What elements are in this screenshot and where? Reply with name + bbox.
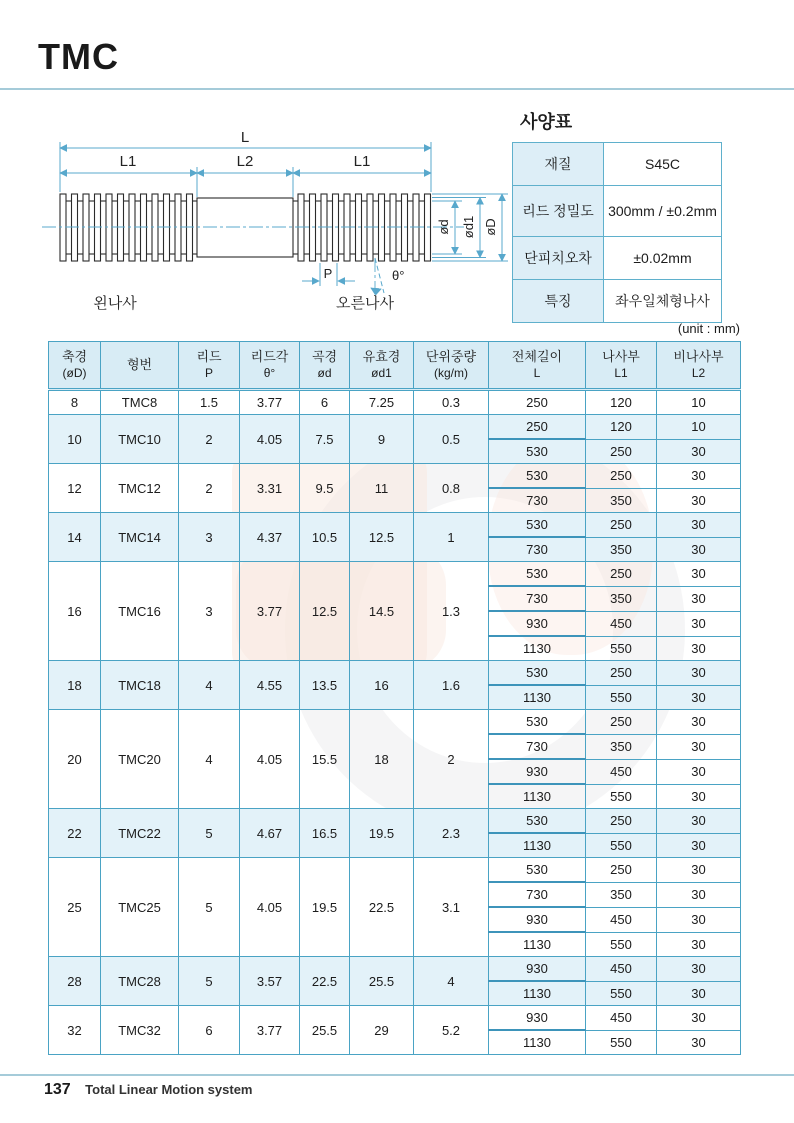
- cell-plain-length: 30: [657, 513, 741, 538]
- cell-shaft-diameter: 22: [49, 809, 101, 858]
- cell-unit-weight: 0.5: [414, 415, 489, 464]
- cell-total-length: 1130: [489, 981, 586, 1006]
- cell-plain-length: 30: [657, 882, 741, 907]
- col-header-total-length: 전체길이 L: [489, 342, 586, 390]
- table-row: [49, 562, 741, 587]
- spec-label-pitch-error: 단피치오차: [513, 237, 604, 280]
- cell-unit-weight: 1.6: [414, 661, 489, 710]
- cell-total-length: 530: [489, 858, 586, 883]
- cell-shaft-diameter: 16: [49, 562, 101, 661]
- cell-thread-length: 550: [586, 1030, 657, 1055]
- cell-lead-angle: 3.31: [240, 464, 300, 513]
- table-header-row: [49, 342, 741, 390]
- cell-lead: 3: [179, 513, 240, 562]
- cell-thread-length: 550: [586, 636, 657, 661]
- table-row: [49, 464, 741, 489]
- cell-thread-length: 120: [586, 415, 657, 440]
- cell-lead: 4: [179, 661, 240, 710]
- cell-root-diameter: 9.5: [300, 464, 350, 513]
- cell-total-length: 530: [489, 464, 586, 489]
- cell-total-length: 930: [489, 611, 586, 636]
- cell-plain-length: 30: [657, 858, 741, 883]
- cell-plain-length: 30: [657, 636, 741, 661]
- table-row: [49, 390, 741, 415]
- cell-shaft-diameter: 12: [49, 464, 101, 513]
- cell-root-diameter: 7.5: [300, 415, 350, 464]
- col-header-shaft-diameter: 축경 (øD): [49, 342, 101, 390]
- spec-value-feature: 좌우일체형나사: [604, 280, 722, 323]
- spec-label-material: 재질: [513, 143, 604, 186]
- cell-total-length: 250: [489, 390, 586, 415]
- cell-plain-length: 30: [657, 833, 741, 858]
- cell-root-diameter: 13.5: [300, 661, 350, 710]
- spec-table-title: 사양표: [520, 112, 573, 132]
- cell-shaft-diameter: 32: [49, 1006, 101, 1055]
- cell-total-length: 730: [489, 734, 586, 759]
- cell-unit-weight: 1.3: [414, 562, 489, 661]
- cell-shaft-diameter: 28: [49, 957, 101, 1006]
- cell-lead: 5: [179, 858, 240, 957]
- cell-model: TMC8: [101, 390, 179, 415]
- cell-thread-length: 550: [586, 784, 657, 809]
- cell-lead-angle: 3.77: [240, 1006, 300, 1055]
- cell-effective-diameter: 12.5: [350, 513, 414, 562]
- cell-plain-length: 30: [657, 809, 741, 834]
- page-title: TMC: [38, 36, 119, 77]
- cell-lead: 2: [179, 464, 240, 513]
- cell-shaft-diameter: 8: [49, 390, 101, 415]
- cell-plain-length: 30: [657, 562, 741, 587]
- cell-shaft-diameter: 18: [49, 661, 101, 710]
- cell-total-length: 730: [489, 882, 586, 907]
- cell-model: TMC25: [101, 858, 179, 957]
- cell-thread-length: 250: [586, 513, 657, 538]
- cell-unit-weight: 5.2: [414, 1006, 489, 1055]
- spec-value-pitch-error: ±0.02mm: [604, 237, 722, 280]
- cell-plain-length: 30: [657, 439, 741, 464]
- cell-plain-length: 30: [657, 981, 741, 1006]
- col-header-unit-weight: 단위중량 (kg/m): [414, 342, 489, 390]
- cell-plain-length: 30: [657, 957, 741, 982]
- cell-total-length: 530: [489, 562, 586, 587]
- page-footer: [44, 1081, 253, 1099]
- dia-label-d: ød: [436, 219, 451, 235]
- dim-label-L: L: [240, 129, 250, 146]
- cell-plain-length: 30: [657, 537, 741, 562]
- col-header-model: 형번: [101, 342, 179, 390]
- pitch-label: P: [323, 266, 333, 281]
- cell-total-length: 530: [489, 710, 586, 735]
- cell-thread-length: 250: [586, 562, 657, 587]
- cell-effective-diameter: 11: [350, 464, 414, 513]
- cell-thread-length: 450: [586, 759, 657, 784]
- cell-thread-length: 550: [586, 685, 657, 710]
- dia-label-d1: ød1: [461, 215, 476, 239]
- cell-thread-length: 550: [586, 932, 657, 957]
- cell-lead: 5: [179, 957, 240, 1006]
- cell-total-length: 530: [489, 439, 586, 464]
- cell-plain-length: 30: [657, 586, 741, 611]
- cell-shaft-diameter: 10: [49, 415, 101, 464]
- cell-plain-length: 30: [657, 464, 741, 489]
- cell-total-length: 930: [489, 759, 586, 784]
- cell-lead: 4: [179, 710, 240, 809]
- cell-lead: 1.5: [179, 390, 240, 415]
- cell-model: TMC10: [101, 415, 179, 464]
- cell-shaft-diameter: 14: [49, 513, 101, 562]
- cell-thread-length: 250: [586, 439, 657, 464]
- cell-total-length: 730: [489, 586, 586, 611]
- cell-thread-length: 450: [586, 1006, 657, 1031]
- cell-thread-length: 350: [586, 488, 657, 513]
- cell-root-diameter: 15.5: [300, 710, 350, 809]
- table-row: [49, 1006, 741, 1031]
- footer-text: Total Linear Motion system: [85, 1082, 253, 1097]
- table-row: [49, 957, 741, 982]
- cell-lead-angle: 4.05: [240, 415, 300, 464]
- cell-root-diameter: 16.5: [300, 809, 350, 858]
- table-row: [49, 710, 741, 735]
- cell-thread-length: 250: [586, 661, 657, 686]
- cell-lead: 3: [179, 562, 240, 661]
- col-header-plain-length: 비나사부 L2: [657, 342, 741, 390]
- cell-thread-length: 450: [586, 611, 657, 636]
- col-header-root-diameter: 곡경 ød: [300, 342, 350, 390]
- plain-shank: [197, 198, 293, 257]
- cell-model: TMC16: [101, 562, 179, 661]
- dim-label-L2: L2: [236, 153, 254, 170]
- cell-total-length: 1130: [489, 932, 586, 957]
- dimension-table: [48, 341, 740, 1055]
- cell-thread-length: 350: [586, 882, 657, 907]
- col-header-thread-length: 나사부 L1: [586, 342, 657, 390]
- page-number: 137: [44, 1081, 71, 1098]
- cell-total-length: 930: [489, 1006, 586, 1031]
- cell-effective-diameter: 14.5: [350, 562, 414, 661]
- cell-plain-length: 30: [657, 907, 741, 932]
- cell-total-length: 730: [489, 488, 586, 513]
- cell-thread-length: 250: [586, 710, 657, 735]
- cell-total-length: 530: [489, 661, 586, 686]
- cell-shaft-diameter: 20: [49, 710, 101, 809]
- cell-total-length: 530: [489, 809, 586, 834]
- table-row: [49, 513, 741, 538]
- cell-root-diameter: 22.5: [300, 957, 350, 1006]
- cell-total-length: 930: [489, 907, 586, 932]
- cell-lead: 2: [179, 415, 240, 464]
- cell-plain-length: 10: [657, 415, 741, 440]
- cell-effective-diameter: 7.25: [350, 390, 414, 415]
- cell-lead-angle: 4.05: [240, 710, 300, 809]
- angle-label: θ°: [392, 268, 405, 283]
- cell-thread-length: 250: [586, 464, 657, 489]
- cell-thread-length: 250: [586, 858, 657, 883]
- cell-unit-weight: 3.1: [414, 858, 489, 957]
- col-header-lead-angle: 리드각 θ°: [240, 342, 300, 390]
- spec-table: [512, 142, 722, 323]
- cell-effective-diameter: 16: [350, 661, 414, 710]
- screw-technical-drawing: [40, 118, 520, 318]
- cell-total-length: 730: [489, 537, 586, 562]
- spec-value-lead-accuracy: 300mm / ±0.2mm: [604, 186, 722, 237]
- table-row: [49, 858, 741, 883]
- cell-effective-diameter: 29: [350, 1006, 414, 1055]
- cell-lead-angle: 3.77: [240, 390, 300, 415]
- cell-lead: 5: [179, 809, 240, 858]
- cell-effective-diameter: 22.5: [350, 858, 414, 957]
- cell-thread-length: 450: [586, 907, 657, 932]
- cell-total-length: 930: [489, 957, 586, 982]
- right-thread-label: 오른나사: [336, 295, 394, 312]
- thread-profile: [60, 194, 431, 261]
- cell-total-length: 250: [489, 415, 586, 440]
- cell-total-length: 1130: [489, 784, 586, 809]
- cell-root-diameter: 12.5: [300, 562, 350, 661]
- cell-total-length: 1130: [489, 636, 586, 661]
- cell-plain-length: 30: [657, 710, 741, 735]
- cell-plain-length: 30: [657, 759, 741, 784]
- cell-effective-diameter: 18: [350, 710, 414, 809]
- cell-model: TMC20: [101, 710, 179, 809]
- cell-unit-weight: 2.3: [414, 809, 489, 858]
- unit-note: (unit : mm): [677, 321, 740, 336]
- cell-total-length: 530: [489, 513, 586, 538]
- cell-thread-length: 350: [586, 734, 657, 759]
- cell-plain-length: 30: [657, 611, 741, 636]
- cell-model: TMC18: [101, 661, 179, 710]
- cell-plain-length: 30: [657, 734, 741, 759]
- cell-effective-diameter: 25.5: [350, 957, 414, 1006]
- bottom-divider: [0, 1074, 794, 1076]
- cell-plain-length: 30: [657, 932, 741, 957]
- cell-root-diameter: 6: [300, 390, 350, 415]
- cell-plain-length: 30: [657, 685, 741, 710]
- cell-thread-length: 250: [586, 809, 657, 834]
- cell-effective-diameter: 9: [350, 415, 414, 464]
- cell-lead-angle: 4.55: [240, 661, 300, 710]
- dia-label-D: øD: [483, 218, 498, 236]
- cell-thread-length: 120: [586, 390, 657, 415]
- cell-effective-diameter: 19.5: [350, 809, 414, 858]
- cell-unit-weight: 4: [414, 957, 489, 1006]
- cell-plain-length: 30: [657, 661, 741, 686]
- cell-plain-length: 30: [657, 488, 741, 513]
- cell-unit-weight: 0.3: [414, 390, 489, 415]
- cell-thread-length: 550: [586, 981, 657, 1006]
- cell-unit-weight: 0.8: [414, 464, 489, 513]
- cell-model: TMC14: [101, 513, 179, 562]
- cell-total-length: 1130: [489, 685, 586, 710]
- cell-unit-weight: 2: [414, 710, 489, 809]
- cell-root-diameter: 19.5: [300, 858, 350, 957]
- cell-thread-length: 450: [586, 957, 657, 982]
- table-row: [49, 661, 741, 686]
- table-row: [49, 415, 741, 440]
- spec-value-material: S45C: [604, 143, 722, 186]
- left-thread-label: 왼나사: [93, 295, 137, 312]
- dim-label-L1: L1: [119, 153, 137, 170]
- col-header-lead: 리드 P: [179, 342, 240, 390]
- cell-unit-weight: 1: [414, 513, 489, 562]
- cell-root-diameter: 25.5: [300, 1006, 350, 1055]
- cell-thread-length: 350: [586, 586, 657, 611]
- cell-plain-length: 10: [657, 390, 741, 415]
- spec-label-lead-accuracy: 리드 정밀도: [513, 186, 604, 237]
- table-row: [49, 809, 741, 834]
- cell-thread-length: 350: [586, 537, 657, 562]
- cell-lead-angle: 3.57: [240, 957, 300, 1006]
- top-divider: [0, 88, 794, 90]
- spec-label-feature: 특징: [513, 280, 604, 323]
- cell-lead-angle: 3.77: [240, 562, 300, 661]
- cell-model: TMC12: [101, 464, 179, 513]
- cell-lead-angle: 4.05: [240, 858, 300, 957]
- cell-root-diameter: 10.5: [300, 513, 350, 562]
- cell-plain-length: 30: [657, 784, 741, 809]
- cell-model: TMC22: [101, 809, 179, 858]
- col-header-effective-diameter: 유효경 ød1: [350, 342, 414, 390]
- cell-shaft-diameter: 25: [49, 858, 101, 957]
- cell-model: TMC28: [101, 957, 179, 1006]
- cell-plain-length: 30: [657, 1006, 741, 1031]
- cell-lead-angle: 4.67: [240, 809, 300, 858]
- dim-label-L1b: L1: [353, 153, 371, 170]
- cell-thread-length: 550: [586, 833, 657, 858]
- cell-plain-length: 30: [657, 1030, 741, 1055]
- cell-total-length: 1130: [489, 1030, 586, 1055]
- cell-lead-angle: 4.37: [240, 513, 300, 562]
- cell-model: TMC32: [101, 1006, 179, 1055]
- cell-total-length: 1130: [489, 833, 586, 858]
- cell-lead: 6: [179, 1006, 240, 1055]
